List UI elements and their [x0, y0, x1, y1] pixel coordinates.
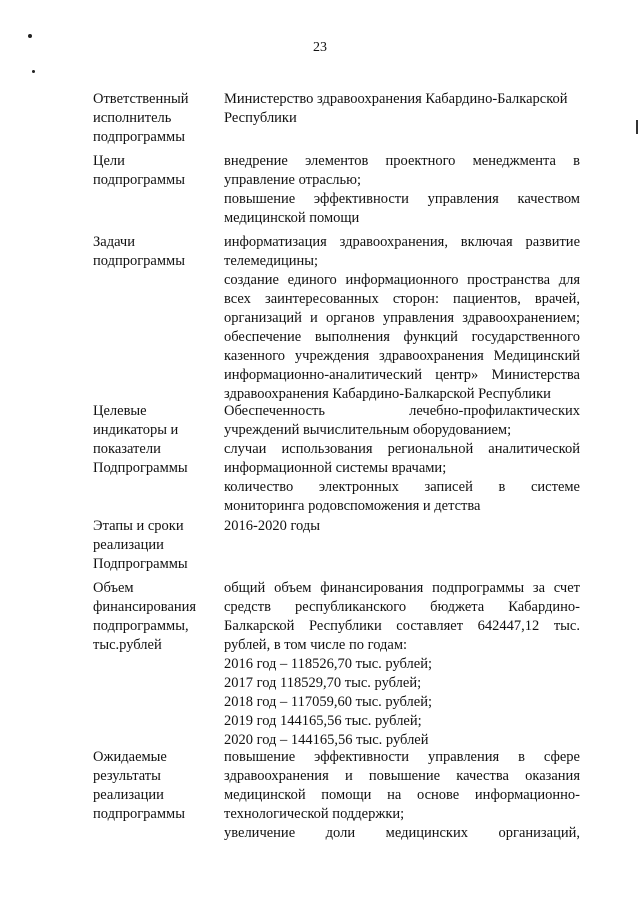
label-line: показатели [93, 441, 161, 457]
content-line: Министерство здравоохранения Кабардино-Балкарской [224, 91, 568, 107]
label-line: исполнитель [93, 110, 172, 126]
content-line: технологической поддержки; [224, 806, 405, 822]
label-line: подпрограммы [93, 129, 185, 145]
content-line: учреждений вычислительным оборудованием; [224, 422, 512, 438]
row-content [224, 152, 580, 228]
row-label [93, 402, 213, 478]
row-label [93, 90, 213, 147]
content-line: 2016 год – 118526,70 тыс. рублей; [224, 656, 432, 672]
label-line: Ответственный [93, 91, 189, 107]
row-label [93, 517, 213, 574]
content-line: Балкарской Республики составляет 642447,12 тыс. [224, 618, 580, 634]
label-line: Подпрограммы [93, 460, 188, 476]
label-line: подпрограммы, [93, 618, 189, 634]
label-line: реализации [93, 537, 164, 553]
label-line: индикаторы и [93, 422, 179, 438]
row-content [224, 579, 580, 750]
scan-speck [28, 34, 32, 38]
row-content [224, 748, 580, 843]
row-label [93, 748, 213, 824]
label-line: Ожидаемые [93, 749, 167, 765]
content-line: информатизация здравоохранения, включая развитие [224, 234, 580, 250]
label-line: Целевые [93, 403, 147, 419]
content-line: общий объем финансирования подпрограммы за счет [224, 580, 580, 596]
content-line: телемедицины; [224, 253, 319, 269]
label-line: тыс.рублей [93, 637, 162, 653]
content-line: рублей, в том числе по годам: [224, 637, 408, 653]
content-line: информационно-аналитический центр» Министерства [224, 367, 580, 383]
scan-speck [32, 70, 35, 73]
row-label [93, 233, 213, 271]
content-line: 2019 год 144165,56 тыс. рублей; [224, 713, 422, 729]
label-line: подпрограммы [93, 253, 185, 269]
page-number: 23 [313, 40, 327, 55]
label-line: подпрограммы [93, 806, 185, 822]
row-label [93, 152, 213, 190]
row-content [224, 233, 580, 404]
content-line: Обеспеченность лечебно-профилактических [224, 403, 580, 419]
content-line: количество электронных записей в системе [224, 479, 580, 495]
row-label [93, 579, 213, 655]
content-line: повышение эффективности управления в сфере [224, 749, 580, 765]
content-line: здравоохранения и повышение качества оказания [224, 768, 580, 784]
content-line: здравоохранения Кабардино-Балкарской Республики [224, 386, 551, 402]
content-line: 2017 год 118529,70 тыс. рублей; [224, 675, 422, 691]
content-line: Республики [224, 110, 297, 126]
content-line: 2018 год – 117059,60 тыс. рублей; [224, 694, 432, 710]
content-line: увеличение доли медицинских организаций, [224, 825, 580, 841]
row-content [224, 517, 580, 536]
content-line: медицинской помощи на основе информационно- [224, 787, 580, 803]
content-line: 2016-2020 годы [224, 518, 320, 534]
label-line: Задачи [93, 234, 135, 250]
row-content [224, 90, 580, 128]
content-line: всех заинтересованных сторон: пациентов, врачей, [224, 291, 580, 307]
content-line: информационной системы врачами; [224, 460, 447, 476]
label-line: Объем [93, 580, 134, 596]
scan-edge-mark [636, 120, 638, 134]
label-line: Цели [93, 153, 125, 169]
content-line: средств республиканского бюджета Кабардино- [224, 599, 580, 615]
content-line: управление отраслью; [224, 172, 362, 188]
label-line: реализации [93, 787, 164, 803]
content-line: создание единого информационного пространства для [224, 272, 580, 288]
content-line: 2020 год – 144165,56 тыс. рублей [224, 732, 429, 748]
content-line: внедрение элементов проектного менеджмента в [224, 153, 580, 169]
content-line: обеспечение выполнения функций государственного [224, 329, 580, 345]
content-line: казенного учреждения здравоохранения Медицинский [224, 348, 580, 364]
label-line: Подпрограммы [93, 556, 188, 572]
row-content [224, 402, 580, 516]
content-line: повышение эффективности управления качеством [224, 191, 580, 207]
content-line: медицинской помощи [224, 210, 360, 226]
label-line: финансирования [93, 599, 197, 615]
label-line: результаты [93, 768, 161, 784]
label-line: подпрограммы [93, 172, 185, 188]
content-line: организаций и органов управления здравоохранением; [224, 310, 580, 326]
label-line: Этапы и сроки [93, 518, 184, 534]
content-line: случаи использования региональной аналитической [224, 441, 580, 457]
content-line: мониторинга родовспоможения и детства [224, 498, 481, 514]
